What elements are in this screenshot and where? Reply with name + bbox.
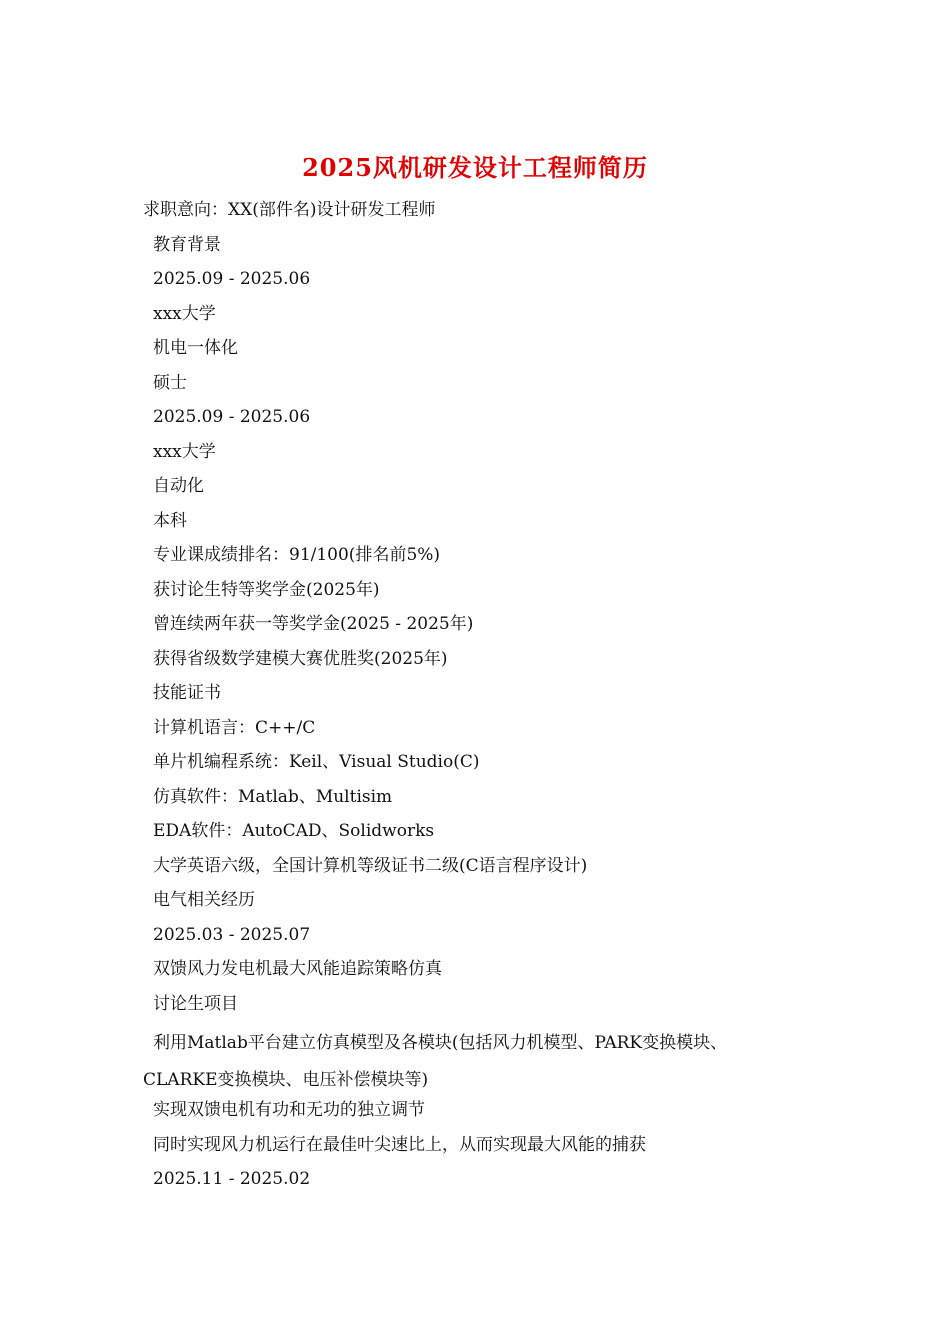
achievement-item: 专业课成绩排名：91/100(排名前5%)	[153, 545, 441, 565]
experience-project-type: 讨论生项目	[153, 993, 238, 1014]
skill-item: EDA软件：AutoCAD、Solidworks	[153, 821, 435, 841]
skill-item: 仿真软件：Matlab、Multisim	[153, 786, 393, 807]
education-degree: 本科	[153, 510, 187, 531]
experience-description: 同时实现风力机运行在最佳叶尖速比上，从而实现最大风能的捕获	[153, 1134, 646, 1155]
achievement-item: 曾连续两年获一等奖学金(2025 - 2025年)	[153, 614, 474, 634]
education-date-range: 2025.09 - 2025.06	[153, 407, 311, 427]
education-date-range: 2025.09 - 2025.06	[153, 269, 311, 289]
education-school: xxx大学	[153, 303, 216, 324]
education-major: 机电一体化	[153, 338, 238, 358]
resume-title: 2025风机研发设计工程师简历	[302, 153, 648, 182]
section-heading-education: 教育背景	[153, 234, 221, 255]
section-heading-experience: 电气相关经历	[153, 890, 255, 910]
skill-item: 计算机语言：C++/C	[153, 717, 316, 738]
education-school: xxx大学	[153, 441, 216, 462]
skill-item: 大学英语六级，全国计算机等级证书二级(C语言程序设计)	[153, 855, 588, 876]
skill-item: 单片机编程系统：Keil、Visual Studio(C)	[153, 752, 480, 772]
experience-project-title: 双馈风力发电机最大风能追踪策略仿真	[153, 959, 442, 979]
section-heading-skills: 技能证书	[153, 683, 221, 703]
job-objective: 求职意向：XX(部件名)设计研发工程师	[143, 200, 436, 220]
resume-body	[143, 197, 803, 1201]
achievement-item: 获得省级数学建模大赛优胜奖(2025年)	[153, 648, 448, 669]
experience-description: 利用Matlab平台建立仿真模型及各模块(包括风力机模型、PARK变换模块、CLARKE变换模块、电压补偿模块等)	[143, 1033, 728, 1090]
education-degree: 硕士	[153, 372, 187, 393]
experience-date-range: 2025.03 - 2025.07	[153, 924, 311, 945]
achievement-item: 获讨论生特等奖学金(2025年)	[153, 579, 380, 600]
education-major: 自动化	[153, 476, 204, 496]
experience-description: 实现双馈电机有功和无功的独立调节	[153, 1100, 425, 1120]
experience-date-range: 2025.11 - 2025.02	[153, 1169, 311, 1189]
